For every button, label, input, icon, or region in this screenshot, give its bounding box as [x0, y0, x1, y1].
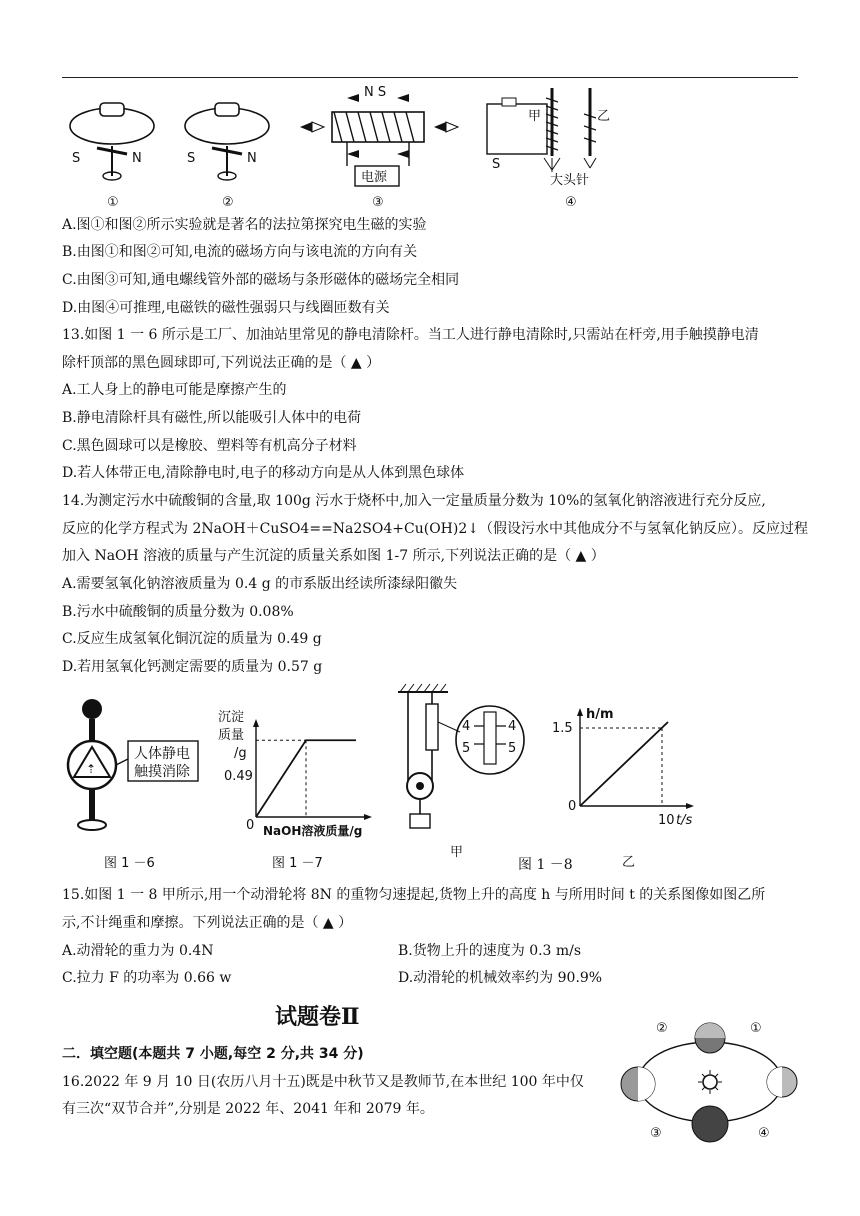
section2-header: 二．填空题(本题共 7 小题,每空 2 分,共 34 分) [62, 1046, 364, 1062]
orbit-label-4: ④ [758, 1126, 770, 1141]
q14-stem-line2: 反应的化学方程式为 2NaOH＋CuSO4==Na2SO4+Cu(OH)2↓（假设污水中其他成分不与氢氧化钠反应）。反应过程 [62, 521, 808, 537]
q14-option-a: A.需要氢氧化钠溶液质量为 0.4 g 的市系版出经读所漆绿阳徽失 [62, 576, 458, 592]
q15-option-d: D.动滑轮的机械效率约为 90.9% [398, 970, 603, 986]
q14-option-b: B.污水中硫酸铜的质量分数为 0.08% [62, 604, 294, 620]
needle-s-label-2: S [187, 151, 196, 166]
q12-option-c: C.由图③可知,通电螺线管外部的磁场与条形磁体的磁场完全相同 [62, 272, 460, 288]
q15-stem-line2: 示,不计绳重和摩擦。下列说法正确的是（ ▲ ） [62, 915, 353, 931]
ht-xtick: 10 [658, 813, 675, 828]
orbit-label-1: ① [750, 1021, 762, 1036]
q14-option-c: C.反应生成氢氧化铜沉淀的质量为 0.49 g [62, 631, 322, 647]
fig4-jia-label: 甲 [528, 109, 542, 124]
figure-1-7-caption: 图 1 －7 [272, 856, 323, 871]
earth-orbit-figure [620, 1012, 800, 1152]
needle-n-label: N [132, 151, 142, 166]
figure-1-8-jia-label: 甲 [450, 845, 464, 860]
figure-1-8-h-t-graph [530, 700, 700, 880]
chart-ytick-label: 0.49 [224, 769, 253, 784]
svg-text:⇡: ⇡ [86, 762, 97, 776]
chart-ylabel-line1: 沉淀 [218, 710, 245, 725]
figure-1-8-yi-label: 乙 [622, 855, 636, 870]
scale-4-right: 4 [508, 719, 517, 734]
figure-1-8-pulley [398, 682, 528, 872]
q13-stem-line1: 13.如图 1 一 6 所示是工厂、加油站里常见的静电清除杆。当工人进行静电清除时,只需站在杆旁,用手触摸静电清 [62, 327, 759, 343]
q16-line2: 有三次“双节合并”,分别是 2022 年、2041 年和 2079 年。 [62, 1101, 434, 1117]
scale-4-left: 4 [462, 719, 471, 734]
q15-option-c: C.拉力 F 的功率为 0.66 w [62, 970, 232, 986]
figure-label-1: ① [107, 195, 119, 210]
scale-5-left: 5 [462, 741, 471, 756]
q13-option-c: C.黑色圆球可以是橡胶、塑料等有机高分子材料 [62, 438, 357, 454]
ht-origin: 0 [568, 799, 577, 814]
orbit-label-3: ③ [650, 1126, 662, 1141]
q16-line1: 16.2022 年 9 月 10 日(农历八月十五)既是中秋节又是教师节,在本世纪 100 年中仅 [62, 1074, 584, 1090]
figure-1-wire-compass [70, 103, 154, 210]
sign-line1: 人体静电 [134, 746, 190, 762]
needle-s-label: S [72, 151, 81, 166]
ht-ylabel: h/m [586, 707, 614, 722]
chart-xlabel: NaOH溶液质量/g [263, 824, 363, 838]
q12-option-a: A.图①和图②所示实验就是著名的法拉第探究电生磁的实验 [62, 217, 427, 233]
q12-option-b: B.由图①和图②可知,电流的磁场方向与该电流的方向有关 [62, 244, 418, 260]
q15-option-a: A.动滑轮的重力为 0.4N [62, 943, 214, 959]
part2-title: 试题卷Ⅱ [275, 1004, 360, 1030]
ht-ytick: 1.5 [552, 721, 573, 736]
power-supply-label: 电源 [361, 170, 388, 185]
top-figures-row [62, 84, 622, 214]
q14-stem-line3: 加入 NaOH 溶液的质量与产生沉淀的质量关系如图 1-7 所示,下列说法正确的是（ ▲ ） [62, 548, 605, 564]
fig4-switch-label: S [492, 157, 501, 172]
figure-label-2: ② [222, 195, 234, 210]
figure-3-solenoid [300, 85, 458, 210]
figure-label-4: ④ [565, 195, 577, 210]
figure-1-6-caption: 图 1 －6 [104, 856, 155, 871]
needle-n-label-2: N [247, 151, 257, 166]
q15-stem-line1: 15.如图 1 一 8 甲所示,用一个动滑轮将 8N 的重物匀速提起,货物上升的高度 h 与所用时间 t 的关系图像如图乙所 [62, 887, 766, 903]
figure-label-3: ③ [372, 195, 384, 210]
q13-option-a: A.工人身上的静电可能是摩擦产生的 [62, 382, 287, 398]
q13-option-b: B.静电清除杆具有磁性,所以能吸引人体中的电荷 [62, 410, 362, 426]
q12-option-d: D.由图④可推理,电磁铁的磁性强弱只与线圈匝数有关 [62, 300, 390, 316]
q14-stem-line1: 14.为测定污水中硫酸铜的含量,取 100g 污水于烧杯中,加入一定量质量分数为 10%的氢氧化钠溶液进行充分反应, [62, 493, 766, 509]
fig4-pins-label: 大头针 [550, 173, 590, 188]
ht-line [580, 722, 668, 806]
q15-option-b: B.货物上升的速度为 0.3 m/s [398, 943, 582, 959]
figure-1-7-chart [218, 705, 388, 875]
figure-1-6-static-rod [62, 695, 222, 880]
ht-xunit: t/s [676, 813, 693, 828]
chart-ylabel-line2: 质量 [218, 728, 245, 743]
scale-5-right: 5 [508, 741, 517, 756]
orbit-label-2: ② [656, 1021, 668, 1036]
q13-stem-line2: 除杆顶部的黑色圆球即可,下列说法正确的是（ ▲ ） [62, 355, 381, 371]
top-rule [62, 77, 798, 78]
figure-1-8-caption: 图 1 －8 [518, 857, 573, 873]
sign-line2: 触摸消除 [134, 764, 190, 780]
chart-origin-label: 0 [246, 818, 255, 833]
q14-option-d: D.若用氢氧化钙测定需要的质量为 0.57 g [62, 659, 323, 675]
q13-option-d: D.若人体带正电,清除静电时,电子的移动方向是从人体到黑色球体 [62, 465, 465, 481]
fig4-yi-label: 乙 [597, 109, 611, 124]
fig3-ns-label: N S [364, 85, 387, 100]
figure-2-wire-compass [185, 103, 269, 210]
chart-ylabel-line3: /g [234, 746, 247, 761]
figure-4-electromagnets [487, 88, 610, 210]
